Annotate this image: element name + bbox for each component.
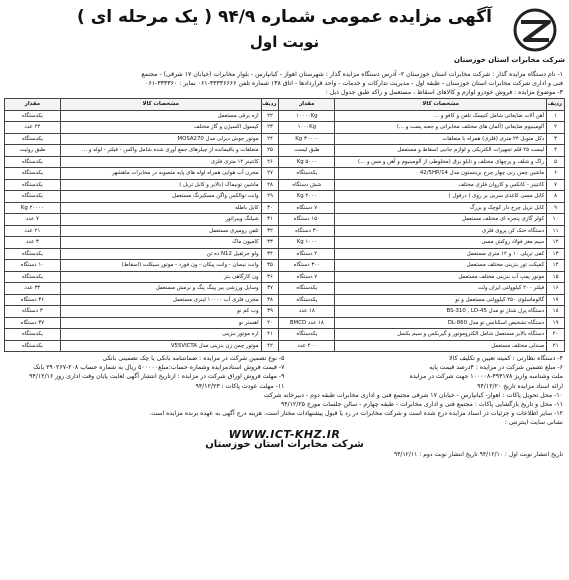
row-number: ۳۰ (261, 202, 279, 214)
item-quantity: ۷ عدد (5, 214, 61, 226)
row-number: ۲ (547, 122, 565, 134)
row-number: ۲۷ (261, 168, 279, 180)
item-quantity: یکدستگاه (5, 271, 61, 283)
item-description: راک و شلف و پرچهای مختلف و تابلو برق (مخلوطی از آلومینیوم و آهن و مس و ...) (335, 156, 547, 168)
item-description: سیم مغز فولاد روکش مسی (335, 237, 547, 249)
table-row (5, 294, 565, 306)
footer-right-col (285, 354, 564, 391)
header (4, 4, 565, 70)
item-description: ماشین تونیماک (بالابر و کابل تریل ) (60, 179, 261, 191)
item-quantity: ۱۰ دستگاه (5, 260, 61, 272)
row-number: ۴۱ (261, 329, 279, 341)
item-description: دکل متوبل ۲۴ متری (فلزی) همراه با متعلقات (335, 133, 547, 145)
row-number: ۲۴ (261, 133, 279, 145)
item-quantity: ۲۴ عدد (5, 122, 61, 134)
item-quantity: یکدستگاه (5, 340, 61, 352)
item-description: شیلنگ ویبراتور (60, 214, 261, 226)
item-description: دستگاه تشخیص اسکنانس نو مدل DL-860 (335, 317, 547, 329)
footer-line: ۱۲- سایر اطلاعات و جزئیات در اسناد مزایده درج شده است و شرکت مخابرات در رد یا قبول پیشنهادات مختار است. هزینه درج آگهی به عهده برنده مزایده است. (149, 410, 563, 418)
item-quantity: شش دستگاه (279, 179, 335, 191)
tender-notice (4, 4, 565, 572)
table-row (5, 225, 565, 237)
table-row (5, 283, 565, 295)
item-description: موتور جوش دیزلی مدل MOSA270 (60, 133, 261, 145)
org-name-footer: شرکت مخابرات استان خوزستان (205, 438, 364, 450)
item-quantity: ۷ دستگاه (279, 202, 335, 214)
footer-line: ۱۱- محل و تاریخ بازگشایی پاکات : مجتمع فنی و اداری مخابرات - طبقه چهارم - سالن جلسات مورخ ۹۴/۱۲/۲۵ (280, 401, 563, 409)
notice-subtitle: نوبت اول (249, 33, 320, 51)
item-quantity: ۲۰۰۰۰ Kg (5, 202, 61, 214)
footer-left-col (6, 354, 285, 391)
item-description: اهستر نو (60, 317, 261, 329)
row-number: ۲۶ (261, 156, 279, 168)
item-quantity: ۲۱ عدد (5, 225, 61, 237)
item-quantity: یکدستگاه (279, 294, 335, 306)
table-row (5, 271, 565, 283)
org-name-small: شرکت مخابرات استان خوزستان (453, 56, 565, 64)
item-quantity: ۱۸ عدد (279, 306, 335, 318)
row-number: ۳۸ (261, 294, 279, 306)
intro-line: فنی و اداری شرکت مخابرات استان خوزستان - طبقه اول - مدیریت تدارکات و خدمات - واحد قراردادها - اتاق ۱۳۸ شماره تلفن ۳۳۳۳۶۶۶۶-۰۶۱ نمابر : ۳۳۳۳۶۰-۰۶۱ (145, 80, 563, 87)
row-number: ۱۳ (547, 248, 565, 260)
row-number: ۱۷ (547, 294, 565, 306)
row-number: ۱۸ (547, 306, 565, 318)
item-description: مخزن آب هوایی همراه لوله های پایه متصوبه در مخابرات ماهشهر (60, 168, 261, 180)
item-description: ون کارگاهی بنز (60, 271, 261, 283)
row-number: ۳۲ (261, 225, 279, 237)
item-description: اره برقی مستعمل (60, 110, 261, 122)
telecom-logo-icon (507, 6, 563, 56)
table-row (5, 340, 565, 352)
row-number: ۳۷ (261, 283, 279, 295)
item-description: کابل تریل چرخ دار کوچک و بزرگ (335, 202, 547, 214)
item-quantity: یکدستگاه (5, 133, 61, 145)
item-description: متعلقات و باقیمانده از چیلرهای جمع آوری شده شامل واکس - فیلتر - لوله و ... (60, 145, 261, 157)
item-description: تلفن رومیزی مستعمل (60, 225, 261, 237)
item-quantity: ۴۰۰ عدد (279, 340, 335, 352)
item-quantity: ۳۰۰ دستگاه (279, 260, 335, 272)
footer-line: ۴- دستگاه نظارتی : کمیته تعیین و تکلیف کالا (449, 355, 563, 362)
column-header-row: ردیف (261, 99, 279, 111)
item-quantity: یکدستگاه (5, 191, 61, 203)
table-row (5, 317, 565, 329)
row-number: ۱ (547, 110, 565, 122)
row-number: ۲۰ (547, 329, 565, 341)
table-row (5, 237, 565, 249)
items-table (4, 98, 565, 352)
table-row (5, 110, 565, 122)
item-description: دستگاه پرل شناز نو مدل BS-310 , LD-45 (335, 306, 547, 318)
item-description: موتور چمن زن بنزینی مدل V55VICTA (60, 340, 261, 352)
item-description: اره موتور بنزینی (60, 329, 261, 341)
row-number: ۲۱ (547, 340, 565, 352)
row-number: ۱۴ (547, 260, 565, 272)
footer-line: ۶- مبلغ تضمین شرکت در مزایده : ۴درصد قیمت پایه (429, 364, 563, 372)
item-description: وب کم نو (60, 306, 261, 318)
row-number: ۳۶ (261, 271, 279, 283)
item-description: ماشین چمن زنی چهار چرخ برینستون مدل 42/5HP/14 (335, 168, 547, 180)
item-description: فیلتر ۲۰۰ کیلوولتی ایران ولت (335, 283, 547, 295)
item-quantity: ۳ عدد (5, 237, 61, 249)
item-description: لیست ۲۵ قلم تجهیزات الکتریکی و لوازم جانبی اسقاط و مستعمل (335, 145, 547, 157)
item-description: کمپکت تور بنزینی مختلف مستعمل (335, 260, 547, 272)
item-quantity: یکدستگاه (5, 329, 61, 341)
column-header-qty: مقدار (279, 99, 335, 111)
row-number: ۱۲ (547, 237, 565, 249)
table-row (5, 329, 565, 341)
intro-line: ۳- موضوع مزایده : فروش خودرو لوازم و کالاهای اسقاط ، مستعمل و راکد طبق جدول ذیل : (325, 89, 563, 96)
item-quantity: یکدستگاه (279, 329, 335, 341)
row-number: ۸ (547, 191, 565, 203)
item-description: صندلی مختلف مستعمل (335, 340, 547, 352)
item-description: وسایل ورزشی بیر پینگ پنگ و نرمش مستعمل (60, 283, 261, 295)
table-header-row (5, 99, 565, 111)
table-row (5, 168, 565, 180)
table-row (5, 145, 565, 157)
item-description: موتور پمپ آب بنزینی مختلف مستعمل (335, 271, 547, 283)
row-number: ۵ (547, 156, 565, 168)
item-quantity: یکدستگاه (5, 248, 61, 260)
item-description: دستگاه بالابر مستعمل شامل الکتروموتور و گیربکس و سیم بکسل (335, 329, 547, 341)
row-number: ۲۸ (261, 179, 279, 191)
item-description: آهن آلات ضایعاتی شامل کنیسک تلفن و کافو و ... (335, 110, 547, 122)
row-number: ۲۳ (261, 122, 279, 134)
footer-line: ۱۱- مهلت عودت پاکات : ۹۴/۱۲/۲۳ (195, 382, 285, 390)
item-quantity: ۷ دستگاه (279, 271, 335, 283)
row-number: ۱۱ (547, 225, 565, 237)
item-description: کابل مسی کاغذی سربی بر روی ( درقول ) (335, 191, 547, 203)
item-quantity: ۲ دستگاه (279, 248, 335, 260)
footer-block (4, 352, 565, 459)
table-row (5, 306, 565, 318)
row-number: ۱۰ (547, 214, 565, 226)
column-header-desc: مشخصات کالا (335, 99, 547, 111)
item-quantity: ۳۰۰۰۰ Kg (279, 133, 335, 145)
item-description: مخزن فلزی آب ۱۰۰۰۰ لیتری مستعمل (60, 294, 261, 306)
item-quantity: یکدستگاه (279, 283, 335, 295)
notice-title: آگهی مزایده عمومی شماره ۹۴/۹ ( یک مرحله ای ) (77, 7, 492, 27)
row-number: ۳۱ (261, 214, 279, 226)
item-description: کانتینر - کانکس و کاروان فلزی مختلف (335, 179, 547, 191)
row-number: ۲۹ (261, 191, 279, 203)
item-description: کابل باطله (60, 202, 261, 214)
row-number: ۶ (547, 168, 565, 180)
item-quantity: ۱۰۰۰Kg (279, 122, 335, 134)
item-quantity: ۳۴ عدد (5, 283, 61, 295)
row-number: ۷ (547, 179, 565, 191)
item-description: کانتینر ۱۲ متری فلزی (60, 156, 261, 168)
row-number: ۱۶ (547, 283, 565, 295)
item-quantity: ۱۵۰ دستگاه (279, 214, 335, 226)
row-number: ۳۴ (261, 248, 279, 260)
item-quantity: طبق روئیت (5, 145, 61, 157)
footer-line: ۷- قیمت فروش اسنادمزایده وشماره حساب:مبلغ۵۰۰۰۰۰ ریال به شماره حساب ۲۰۸-۲۹۰۲۶۷ بانک (33, 364, 285, 372)
column-header-qty: مقدار (5, 99, 61, 111)
column-header-row: ردیف (547, 99, 565, 111)
table-row (5, 179, 565, 191)
table-row (5, 214, 565, 226)
intro-line: ۱- نام دستگاه مزایده گذار : شرکت مخابرات استان خوزستان ۲- آدرس دستگاه مزایده گذار : شهرستان اهواز - کیانپارس - بلوار مخابرات (خیابان ۱۷ شرقی) - مجتمع (141, 71, 563, 78)
item-quantity: ۳۷ دستگاه (5, 317, 61, 329)
column-header-desc: مشخصات کالا (60, 99, 261, 111)
website-link[interactable]: WWW.ICT-KHZ.IR (228, 427, 341, 441)
item-quantity: ۳ دستگاه (5, 306, 61, 318)
item-quantity: ۵۰۰۰ Kg (279, 156, 335, 168)
item-description: گالوماسلوی ۲۵۰ کیلوولتی مستعمل و نو (335, 294, 547, 306)
item-quantity: ۳۶ دستگاه (5, 294, 61, 306)
item-description: ولو جرثقیل N12 ده تن (60, 248, 261, 260)
table-row (5, 202, 565, 214)
item-description: وانت نوالکس واگن مسکیرنگ مستعمل (60, 191, 261, 203)
item-quantity: ۳۰ دستگاه (279, 225, 335, 237)
item-quantity: ۱۰۰۰۰Kg (279, 110, 335, 122)
item-quantity: یکدستگاه (279, 168, 335, 180)
footer-line: نشانی سایت اینترنتی : (504, 419, 563, 427)
item-description: کفی تریلی ۱۰ و ۱۲ متری مستعمل (335, 248, 547, 260)
intro-block (4, 70, 565, 97)
footer-line: ۹- مهلت فروش اوراق شرکت در مزایده : ازتاریخ انتشار آگهی لغایت پایان وقت اداری روز ۹۴/۱۲/۱۶ (29, 373, 285, 381)
table-row (5, 133, 565, 145)
footer-line: ۵- نوع تضمین شرکت در مزایده : ضمانتنامه بانکی یا چک تضمینی بانکی (102, 355, 285, 362)
row-number: ۱۵ (547, 271, 565, 283)
item-quantity: یکدستگاه (5, 168, 61, 180)
footer-line: ارائه اسناد مزایده تاریخ ۹۴/۱۲/۲۰ (477, 382, 563, 390)
table-row (5, 156, 565, 168)
item-quantity: یکدستگاه (5, 179, 61, 191)
row-number: ۴ (547, 145, 565, 157)
row-number: ۳۵ (261, 260, 279, 272)
item-description: کپسول اکسیژن و گاز مختلف (60, 122, 261, 134)
table-row (5, 122, 565, 134)
table-row (5, 191, 565, 203)
row-number: ۳ (547, 133, 565, 145)
item-quantity: ۱۰۰۰ Kg (279, 237, 335, 249)
row-number: ۹ (547, 202, 565, 214)
table-row (5, 260, 565, 272)
publish-dates: تاریخ انتشار نوبت اول : ۹۴/۱۲/۱۰ تاریخ انتشار نوبت دوم : ۹۴/۱۲/۱۱ (393, 451, 563, 459)
footer-line: ملت وشناسه واریز ۴۹۴۱۷۸-۱۰۰۰۰۸ جهت شرکت در مزایده (409, 373, 563, 381)
item-description: آلومینیوم ضایعاتی (آلمان های مختلف مخابراتی و جعبه پست و ...) (335, 122, 547, 134)
row-number: ۲۲ (261, 110, 279, 122)
item-description: کامیون ماک (60, 237, 261, 249)
row-number: ۳۳ (261, 237, 279, 249)
row-number: ۲۵ (261, 145, 279, 157)
item-quantity: ۲۰۰۰ Kg (279, 191, 335, 203)
row-number: ۴۰ (261, 317, 279, 329)
table-row (5, 248, 565, 260)
item-quantity: ۱۸ عدد BMCD (279, 317, 335, 329)
row-number: ۴۲ (261, 340, 279, 352)
row-number: ۳۹ (261, 306, 279, 318)
item-description: دستگاه خنک کن پروی فلزی (335, 225, 547, 237)
item-quantity: یکدستگاه (5, 156, 61, 168)
row-number: ۱۹ (547, 317, 565, 329)
item-description: کولر گازی پنجره ای مختلف مستعمل (335, 214, 547, 226)
item-quantity: طبق لیست (279, 145, 335, 157)
item-description: وانت نیسان - وانت پیکان - ون فورد - موتور سیکلت (اسقاط) (60, 260, 261, 272)
footer-line: ۱۰- محل تحویل پاکات : اهواز- کیانپارس - خیابان ۱۷ شرقی مجتمع فنی و اداری مخابرات طبقه دوم - دبیرخانه شرکت (263, 391, 563, 399)
item-quantity: یکدستگاه (5, 110, 61, 122)
